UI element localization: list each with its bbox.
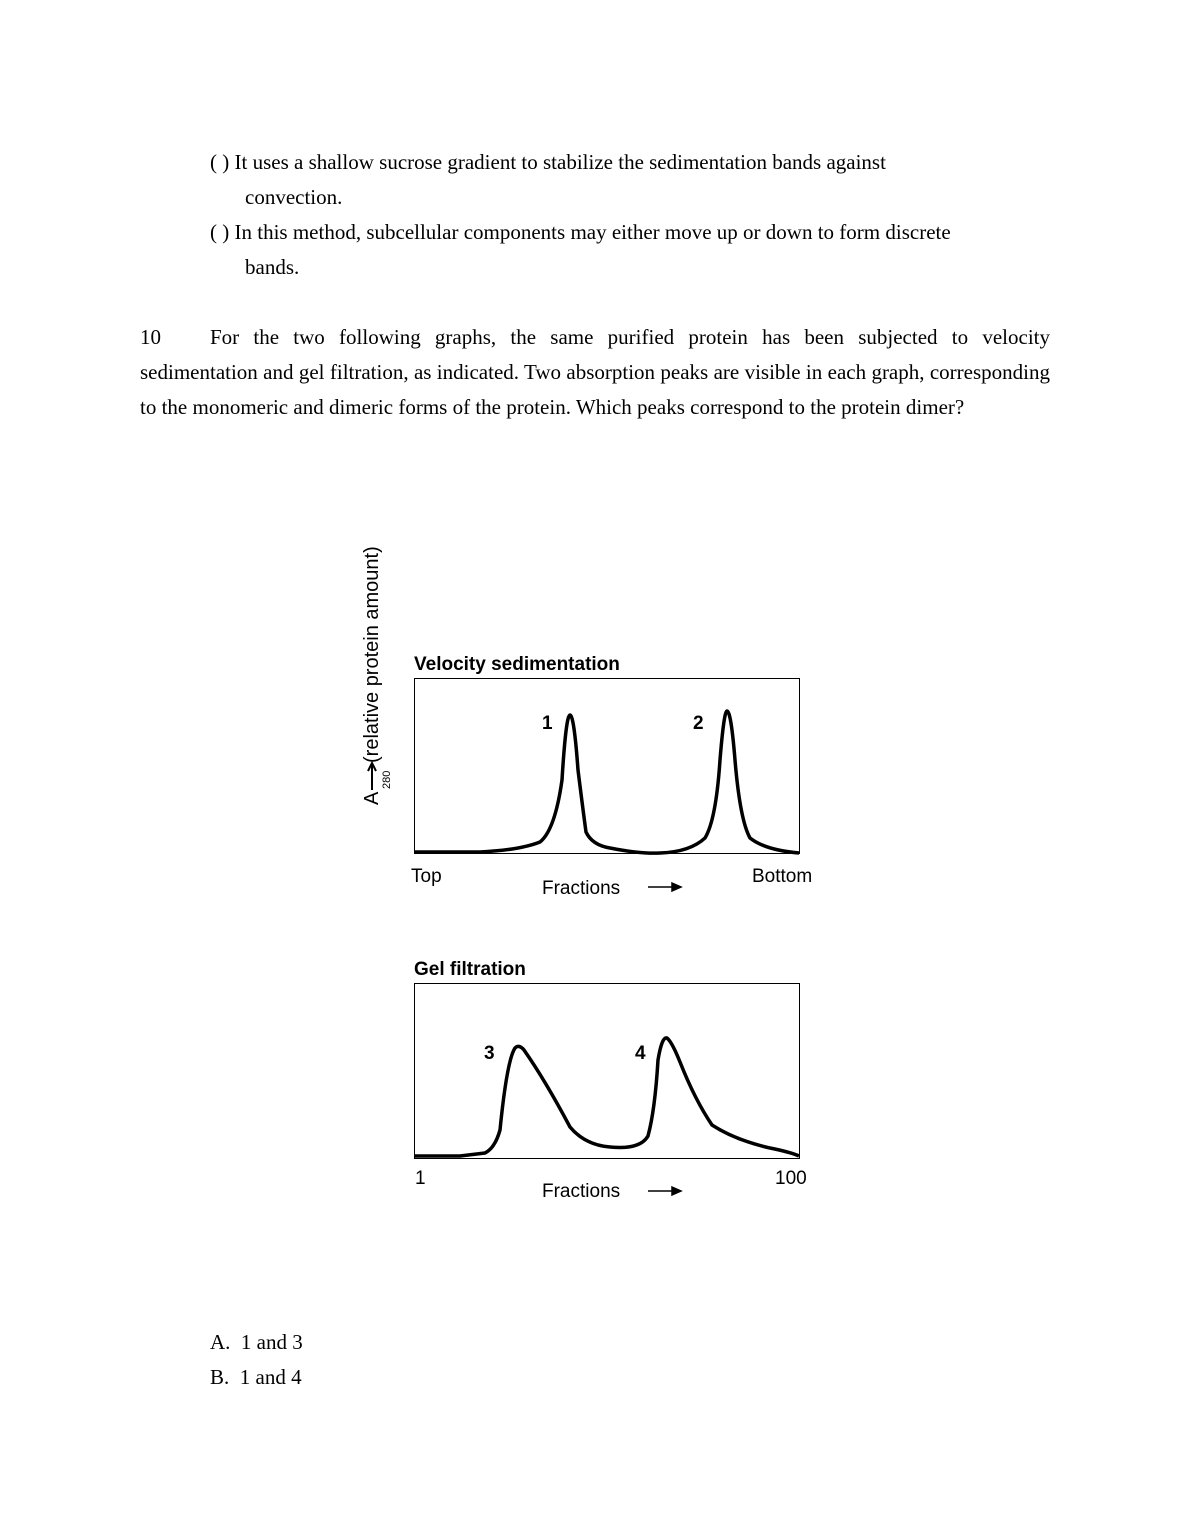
plot2-title: Gel filtration [414,959,526,980]
answer-text: 1 and 4 [239,1365,302,1389]
y-label-sub: 280 [381,770,393,789]
option-marker[interactable]: ( ) [210,150,230,174]
plot2-frame [415,984,800,1159]
plot1-title: Velocity sedimentation [414,654,620,675]
peak-label-3: 3 [484,1043,495,1064]
plot2-x-right: 100 [775,1168,807,1189]
y-label-main: A [361,791,383,805]
option-line-cont: bands. [245,255,300,279]
option-text: In this method, subcellular components may either move up or down to form discrete [234,220,951,244]
peak-label-4: 4 [635,1043,646,1064]
plot1-x-left: Top [411,866,442,887]
y-label-rest: (relative protein amount) [361,546,383,763]
plot2-x-label: Fractions [542,1181,621,1202]
x-arrow-icon [648,883,681,891]
option-line-cont: convection. [245,185,343,209]
question-text: For the two following graphs, the same purified protein has been subjected to velocity sedimentation and gel filtration, as indicated. Two absorption peaks are visible in each graph, corresponding to the monomeric and dimeric forms of the protein. Which peaks correspond to the protein dimer? [140,325,1050,419]
peak-label-2: 2 [693,713,704,734]
option-text: It uses a shallow sucrose gradient to stabilize the sedimentation bands against [234,150,886,174]
answer-letter: B. [210,1365,230,1389]
question-number: 10 [140,325,161,349]
answer-a[interactable] [210,1325,303,1360]
answer-b[interactable] [210,1360,302,1395]
peak-label-1: 1 [542,713,553,734]
x-arrow-icon [648,1187,681,1195]
answer-letter: A. [210,1330,231,1354]
answer-text: 1 and 3 [240,1330,303,1354]
plot1-frame [415,679,800,854]
plot2-curve [414,1038,799,1156]
plot2-x-left: 1 [415,1168,426,1189]
plot1-x-label: Fractions [542,878,621,899]
option-marker[interactable]: ( ) [210,220,230,244]
y-arrow-icon [368,763,376,790]
y-axis-label [361,546,393,805]
plot1-curve [414,711,799,853]
plot1-x-right: Bottom [752,866,813,887]
